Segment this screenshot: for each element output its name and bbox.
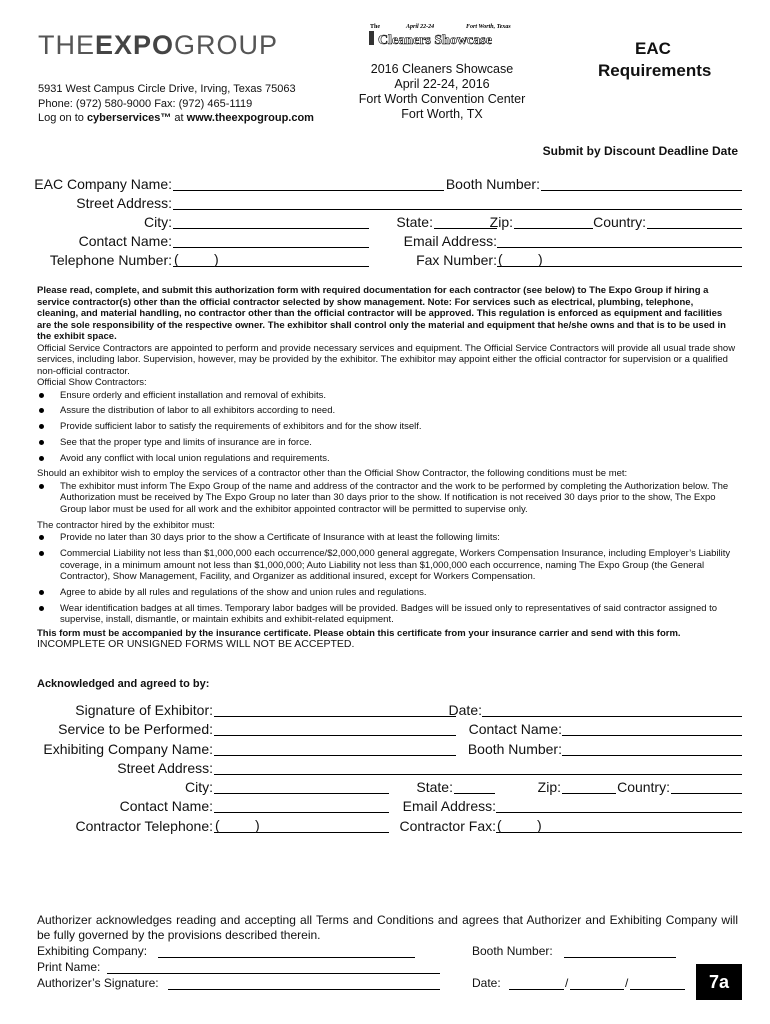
official-contractors-paragraph: Official Service Contractors are appointed to perform and provide necessary services and equipment. The Official Service Contractors will provide all usual trade show services, including labor. Supervision, however, may be provided by the exhibitor. The exhibitor may appoint either the official contractor for supervision or a qualified non-official contractor. [37, 342, 736, 377]
zip-label: Zip: [537, 779, 561, 795]
address-line: 5931 West Campus Circle Drive, Irving, Texas 75063 [38, 83, 296, 95]
auth-date-label: Date: [472, 976, 501, 990]
list-item: Wear identification badges at all times. Temporary labor badges will be provided. Badges will be issued only to representatives of said contractor assigned to supervise, install, dismantle, or maintain exhibits and exhibit-related equipment. [37, 603, 737, 626]
show-name: 2016 Cleaners Showcase [370, 62, 514, 76]
official-show-heading: Official Show Contractors: [37, 377, 147, 388]
street-address-field[interactable] [173, 194, 742, 210]
list-item: Commercial Liability not less than $1,000,000 each occurrence/$2,000,000 general aggregate, Workers Compensation Insurance, including Employer’s Liability coverage, in a minimum amount not less than $1,000,000; Auto Liability not less than $1,000,000 each occurrence, naming The Expo Group (the General Contractor), Show Management, Facility, and Organizer as additional insured, except for Workers Compensation. [37, 548, 737, 583]
exhibiting-company-field[interactable] [158, 944, 415, 958]
service-label: Service to be Performed: [58, 721, 213, 737]
list-item: Ensure orderly and efficient installation and removal of exhibits. [37, 390, 737, 402]
email-address-label: Email Address: [402, 798, 496, 814]
deadline-note: Submit by Discount Deadline Date [542, 144, 738, 158]
eac-company-name-field[interactable] [173, 175, 444, 191]
zip-label: Zip: [489, 214, 513, 230]
show-city: Fort Worth, TX [401, 107, 483, 121]
email-address-field[interactable] [496, 797, 742, 813]
conditions-paragraph: Should an exhibitor wish to employ the services of a contractor other than the Official Show Contractor, the following conditions must be met: [37, 468, 628, 480]
country-label: Country: [593, 214, 646, 230]
state-label: State: [396, 214, 433, 230]
log-on-line: Log on to cyberservices™ at www.theexpogroup.com [38, 112, 314, 124]
hired-contractor-paragraph: The contractor hired by the exhibitor must: [37, 519, 215, 531]
exhibiting-company-label: Exhibiting Company: [37, 944, 148, 958]
cleaners-showcase-logo [368, 20, 518, 50]
city-label: City: [185, 779, 213, 795]
svg-text:Cleaners Showcase: Cleaners Showcase [378, 33, 492, 48]
print-name-field[interactable] [107, 960, 440, 974]
authorizer-signature-field[interactable] [168, 976, 440, 990]
service-field[interactable] [214, 720, 456, 736]
booth-number-label: Booth Number: [472, 944, 553, 958]
email-address-label: Email Address: [403, 233, 497, 249]
fax-number-label: Fax Number: [416, 252, 497, 268]
show-dates: April 22-24, 2016 [394, 77, 490, 91]
country-label: Country: [617, 779, 670, 795]
phone-fax-line: Phone: (972) 580-9000 Fax: (972) 465-1119 [38, 97, 253, 110]
list-item: Agree to abide by all rules and regulations of the show and union rules and regulations. [37, 587, 737, 599]
country-field[interactable] [671, 778, 742, 794]
exhibiting-company-label: Exhibiting Company Name: [43, 741, 213, 757]
contractor-fax-label: Contractor Fax: [399, 818, 496, 834]
svg-text:Fort Worth, Texas: Fort Worth, Texas [466, 24, 511, 30]
show-info [356, 62, 528, 122]
list-item: Provide sufficient labor to satisfy the requirements of exhibitors and for the show itself. [37, 421, 737, 433]
eac-company-name-label: EAC Company Name: [34, 176, 172, 192]
conditions-list [37, 481, 737, 516]
list-item: Provide no later than 30 days prior to the show a Certificate of Insurance with at least the following limits: [37, 532, 737, 544]
form-title: EAC Requirements [598, 39, 712, 80]
show-venue: Fort Worth Convention Center [358, 92, 526, 106]
list-item: The exhibitor must inform The Expo Group of the name and address of the contractor and the work to be performed by completing the Authorization below. The Authorization must be received by The Expo Group no later than 30 days prior to the show. If notification is not received 30 days prior to the show, The Expo Group labor must be used for all work and the exhibitor appointed contractor will be permitted to supervise only. [37, 481, 737, 516]
instructions [37, 285, 737, 651]
state-field[interactable] [434, 213, 497, 229]
street-address-label: Street Address: [76, 195, 172, 211]
list-item: See that the proper type and limits of insurance are in force. [37, 437, 737, 449]
date-label: Date: [448, 702, 482, 718]
list-item: Assure the distribution of labor to all exhibitors according to need. [37, 405, 737, 417]
booth-number-field[interactable] [541, 175, 742, 191]
contact-name-label: Contact Name: [468, 721, 562, 737]
zip-field[interactable] [562, 778, 616, 794]
incomplete-warning: INCOMPLETE OR UNSIGNED FORMS WILL NOT BE ACCEPTED. [37, 638, 355, 651]
date-year-field[interactable] [630, 976, 685, 990]
official-list [37, 390, 737, 465]
street-address-label: Street Address: [117, 760, 213, 776]
contact-name-field[interactable] [214, 797, 389, 813]
contact-name-label: Contact Name: [119, 798, 213, 814]
exhibiting-company-field[interactable] [214, 740, 456, 756]
email-address-field[interactable] [497, 232, 742, 248]
company-address [38, 82, 314, 126]
contact-name-label: Contact Name: [78, 233, 172, 249]
acknowledged-heading: Acknowledged and agreed to by: [37, 678, 210, 690]
state-field[interactable] [454, 778, 495, 794]
intro-paragraph: Please read, complete, and submit this authorization form with required documentation for each contractor (see below) to The Expo Group if hiring a service contractor(s) other than the official contractor selected by show management. Note: For services such as electrical, plumbing, telephone, cleaning, and material handling, no contractor other than the official contractor will be approved. This regulation is enforced as equipment and facilities are the sole responsibility of the respective owner. The exhibitor shall control only the material and equipment that he/she owns and that is to be used in the exhibit space. [37, 285, 726, 342]
contact-name-field[interactable] [562, 720, 742, 736]
contractor-telephone-field[interactable] [214, 817, 389, 833]
certificate-note: This form must be accompanied by the insurance certificate. Please obtain this certificate from your insurance carrier and send with this form. [37, 627, 681, 639]
hired-list [37, 532, 737, 625]
website-link[interactable]: www.theexpogroup.com [186, 112, 314, 124]
list-item: Avoid any conflict with local union regulations and requirements. [37, 453, 737, 465]
svg-text:April 22-24: April 22-24 [406, 24, 435, 30]
expo-group-logo: THEEXPOGROUP [38, 30, 279, 60]
country-field[interactable] [647, 213, 742, 229]
signature-label: Signature of Exhibitor: [75, 702, 213, 718]
page-badge: 7a [696, 964, 742, 1000]
print-name-label: Print Name: [37, 960, 101, 974]
fax-number-field[interactable] [497, 251, 742, 267]
booth-number-label: Booth Number: [445, 176, 540, 192]
signature-field[interactable] [214, 701, 456, 717]
telephone-field[interactable] [173, 251, 369, 267]
authorizer-paragraph: Authorizer acknowledges reading and accepting all Terms and Conditions and agrees that Authorizer and Exhibiting Company will be fully governed by the provisions described therein. [37, 913, 738, 942]
booth-number-field[interactable] [564, 944, 676, 958]
contractor-telephone-label: Contractor Telephone: [75, 818, 213, 834]
street-address-field[interactable] [214, 759, 742, 775]
date-month-field[interactable] [509, 976, 564, 990]
contact-name-field[interactable] [173, 232, 369, 248]
svg-text:The: The [370, 24, 381, 30]
booth-number-field[interactable] [562, 740, 742, 756]
authorizer-signature-label: Authorizer’s Signature: [37, 976, 159, 990]
booth-number-label: Booth Number: [467, 741, 562, 757]
telephone-label: Telephone Number: [49, 252, 172, 268]
zip-field[interactable] [514, 213, 593, 229]
city-field[interactable] [214, 778, 389, 794]
contractor-fax-field[interactable] [496, 817, 742, 833]
date-field[interactable] [482, 701, 742, 717]
city-label: City: [144, 214, 172, 230]
city-field[interactable] [173, 213, 369, 229]
date-day-field[interactable] [570, 976, 624, 990]
state-label: State: [416, 779, 453, 795]
